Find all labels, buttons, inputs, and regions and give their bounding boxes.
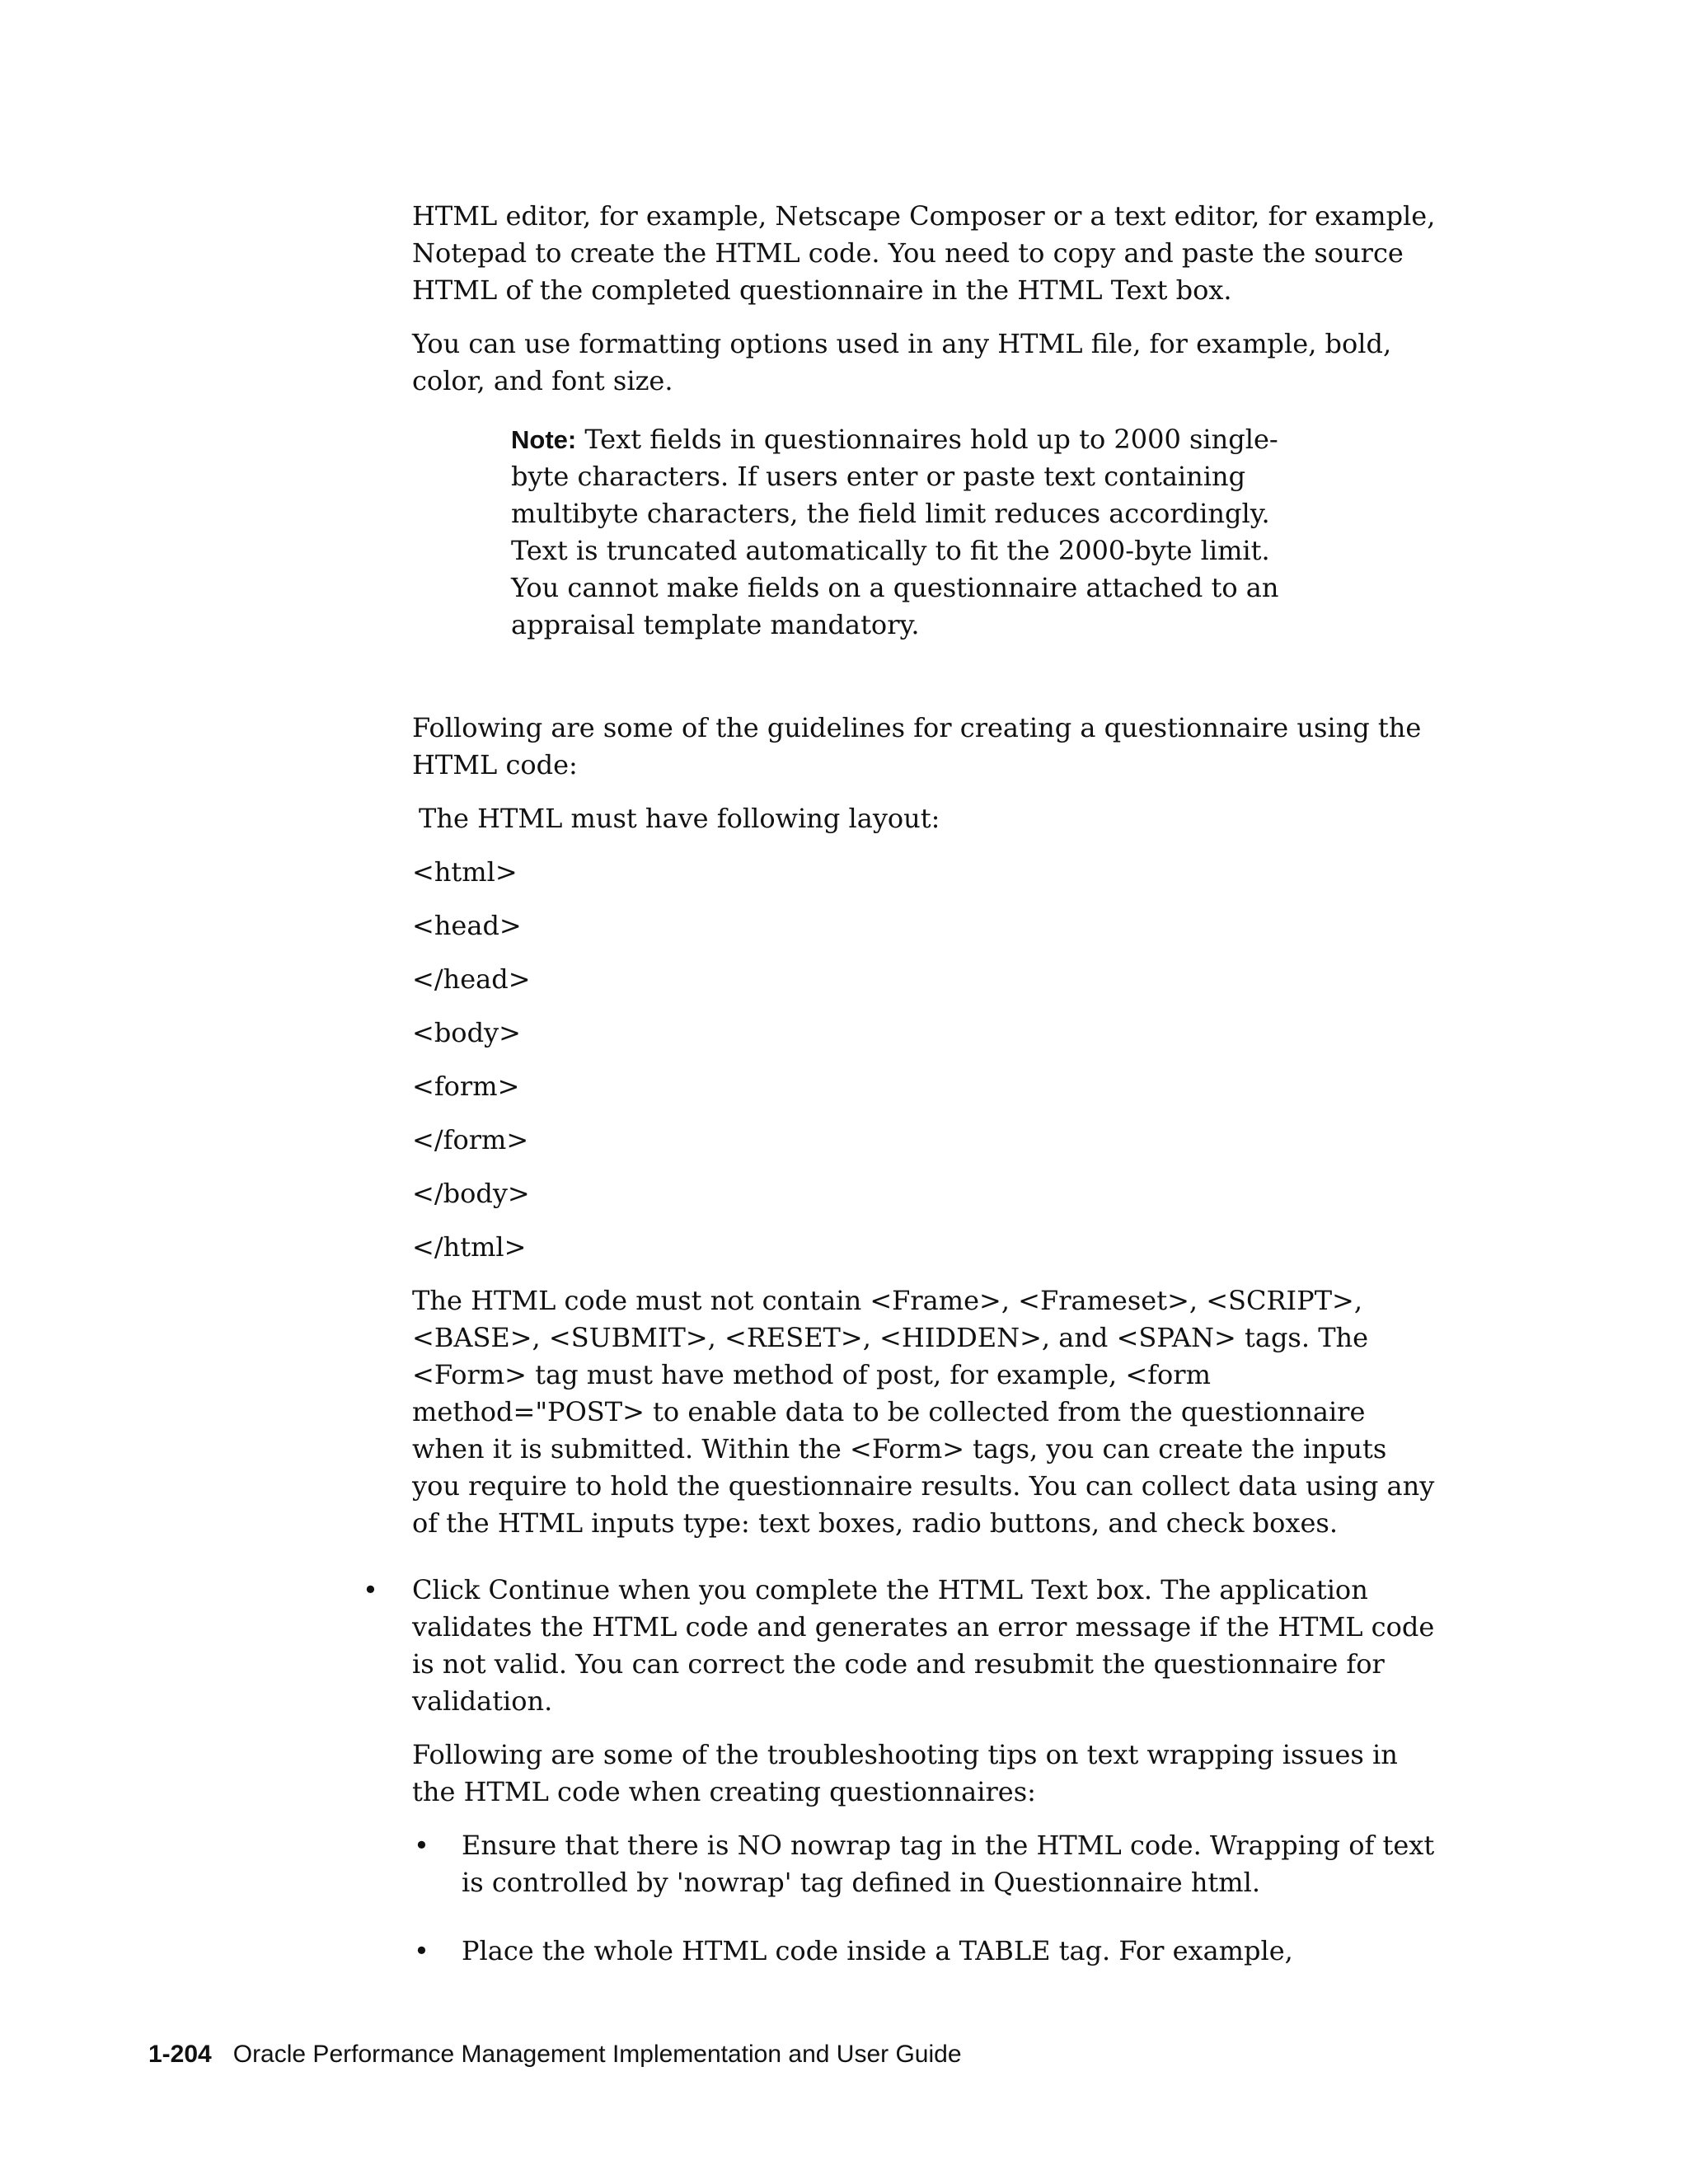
code-layout-block — [412, 854, 1442, 1266]
sub-bullet-text: Place the whole HTML code inside a TABLE tag. For example, — [462, 1935, 1293, 1966]
code-line: <head> — [412, 910, 522, 941]
guide-title: Oracle Performance Management Implementation and User Guide — [232, 2041, 962, 2068]
paragraph-html-editor: HTML editor, for example, Netscape Composer or a text editor, for example, Notepad to create the HTML code. You need to copy and paste the source HTML of the completed questionnaire in the HTML Text box. — [412, 200, 1436, 306]
note-label: Note: — [511, 425, 577, 454]
bullet-mark: • — [414, 1830, 429, 1861]
bullet-mark: • — [363, 1574, 378, 1605]
bullet-item-continue — [363, 1572, 1442, 1720]
code-line: </html> — [412, 1231, 527, 1263]
paragraph-formatting-options: You can use formatting options used in any HTML file, for example, bold, color, and font size. — [412, 328, 1392, 396]
code-line: </head> — [412, 963, 531, 995]
code-line: <body> — [412, 1017, 521, 1048]
sub-bullet-item-table — [414, 1933, 1442, 1970]
code-line: </form> — [412, 1124, 529, 1155]
paragraph-layout-intro: The HTML must have following layout: — [419, 803, 940, 834]
paragraph-guidelines-intro: Following are some of the guidelines for creating a questionnaire using the HTML code: — [412, 712, 1422, 780]
sub-bullet-item-nowrap — [414, 1827, 1442, 1901]
page-body — [363, 198, 1442, 1970]
page-footer — [148, 2041, 962, 2069]
note-text: Text fields in questionnaires hold up to 2000 single-byte characters. If users enter or paste text containing multibyte characters, the field limit reduces accordingly. Text is truncated automatically to fit the 2000-byte limit. You cannot make fields on a questionnaire attached to an appraisal template mandatory. — [511, 424, 1279, 640]
sub-bullet-text: Ensure that there is NO nowrap tag in the HTML code. Wrapping of text is controlled by 'nowrap' tag defined in Questionnaire html. — [462, 1830, 1435, 1898]
paragraph-troubleshooting-intro: Following are some of the troubleshooting tips on text wrapping issues in the HTML code when creating questionnaires: — [412, 1739, 1398, 1807]
code-line: </body> — [412, 1178, 530, 1209]
bullet-mark: • — [414, 1935, 429, 1966]
code-line: <html> — [412, 856, 518, 888]
code-line: <form> — [412, 1071, 520, 1102]
paragraph-restrictions: The HTML code must not contain <Frame>, <Frameset>, <SCRIPT>, <BASE>, <SUBMIT>, <RESET>, <HIDDEN>, and <SPAN> tags. The <Form> tag must have method of post, for example, <form method="POST> to enable data to be collected from the questionnaire when it is submitted. Within the <Form> tags, you can create the inputs you require to hold the questionnaire results. You can collect data using any of the HTML inputs type: text boxes, radio buttons, and check boxes. — [412, 1285, 1435, 1539]
page-number: 1-204 — [148, 2041, 212, 2068]
bullet-text: Click Continue when you complete the HTML Text box. The application validates the HTML code and generates an error message if the HTML code is not valid. You can correct the code and resubmit the questionnaire for validation. — [412, 1574, 1435, 1717]
note-block — [511, 421, 1319, 644]
